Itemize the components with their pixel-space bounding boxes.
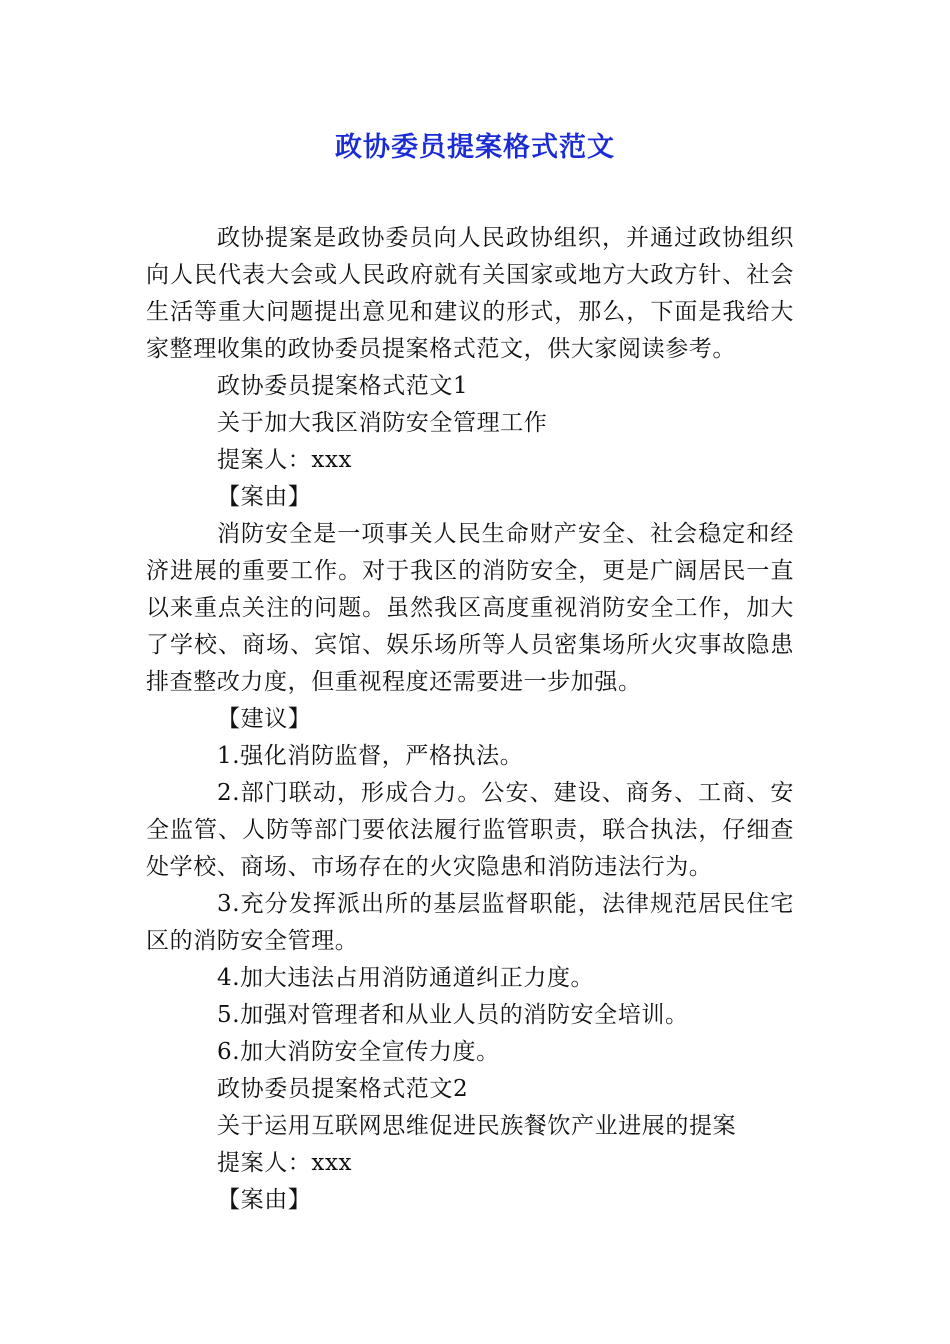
proposer-line-1: 提案人：xxx [217,447,353,473]
cause-paragraph-1: 消防安全是一项事关人民生命财产安全、社会稳定和经济进展的重要工作。对于我区的消防安全，更是广阔居民一直以来重点关注的问题。虽然我区高度重视消防安全工作，加大了学校、商场、宾馆、娱乐场所等人员密集场所火灾事故隐患排查整改力度，但重视程度还需要进一步加强。 [146,521,794,695]
cause-heading-2: 【案由】 [217,1187,312,1213]
suggestion-item-4: 4.加大违法占用消防通道纠正力度。 [217,965,595,991]
suggestion-item-6: 6.加大消防安全宣传力度。 [217,1039,500,1065]
document-body [146,220,794,1219]
proposer-line-2: 提案人：xxx [217,1150,353,1176]
suggestion-item-5: 5.加强对管理者和从业人员的消防安全培训。 [217,1002,689,1028]
proposal-title-2: 关于运用互联网思维促进民族餐饮产业进展的提案 [217,1113,737,1139]
section-heading-1: 政协委员提案格式范文1 [217,373,469,399]
intro-paragraph: 政协提案是政协委员向人民政协组织，并通过政协组织向人民代表大会或人民政府就有关国家或地方大政方针、社会生活等重大问题提出意见和建议的形式，那么，下面是我给大家整理收集的政协委员提案格式范文，供大家阅读参考。 [146,225,794,362]
section-heading-2: 政协委员提案格式范文2 [217,1076,469,1102]
cause-heading-1: 【案由】 [217,484,312,510]
suggestion-item-3: 3.充分发挥派出所的基层监督职能，法律规范居民住宅区的消防安全管理。 [146,891,794,954]
proposal-title-1: 关于加大我区消防安全管理工作 [217,410,548,436]
document-title: 政协委员提案格式范文 [335,132,615,163]
suggestion-heading-1: 【建议】 [217,706,312,732]
suggestion-item-2: 2.部门联动，形成合力。公安、建设、商务、工商、安全监管、人防等部门要依法履行监管职责，联合执法，仔细查处学校、商场、市场存在的火灾隐患和消防违法行为。 [146,780,794,880]
suggestion-item-1: 1.强化消防监督，严格执法。 [217,743,524,769]
